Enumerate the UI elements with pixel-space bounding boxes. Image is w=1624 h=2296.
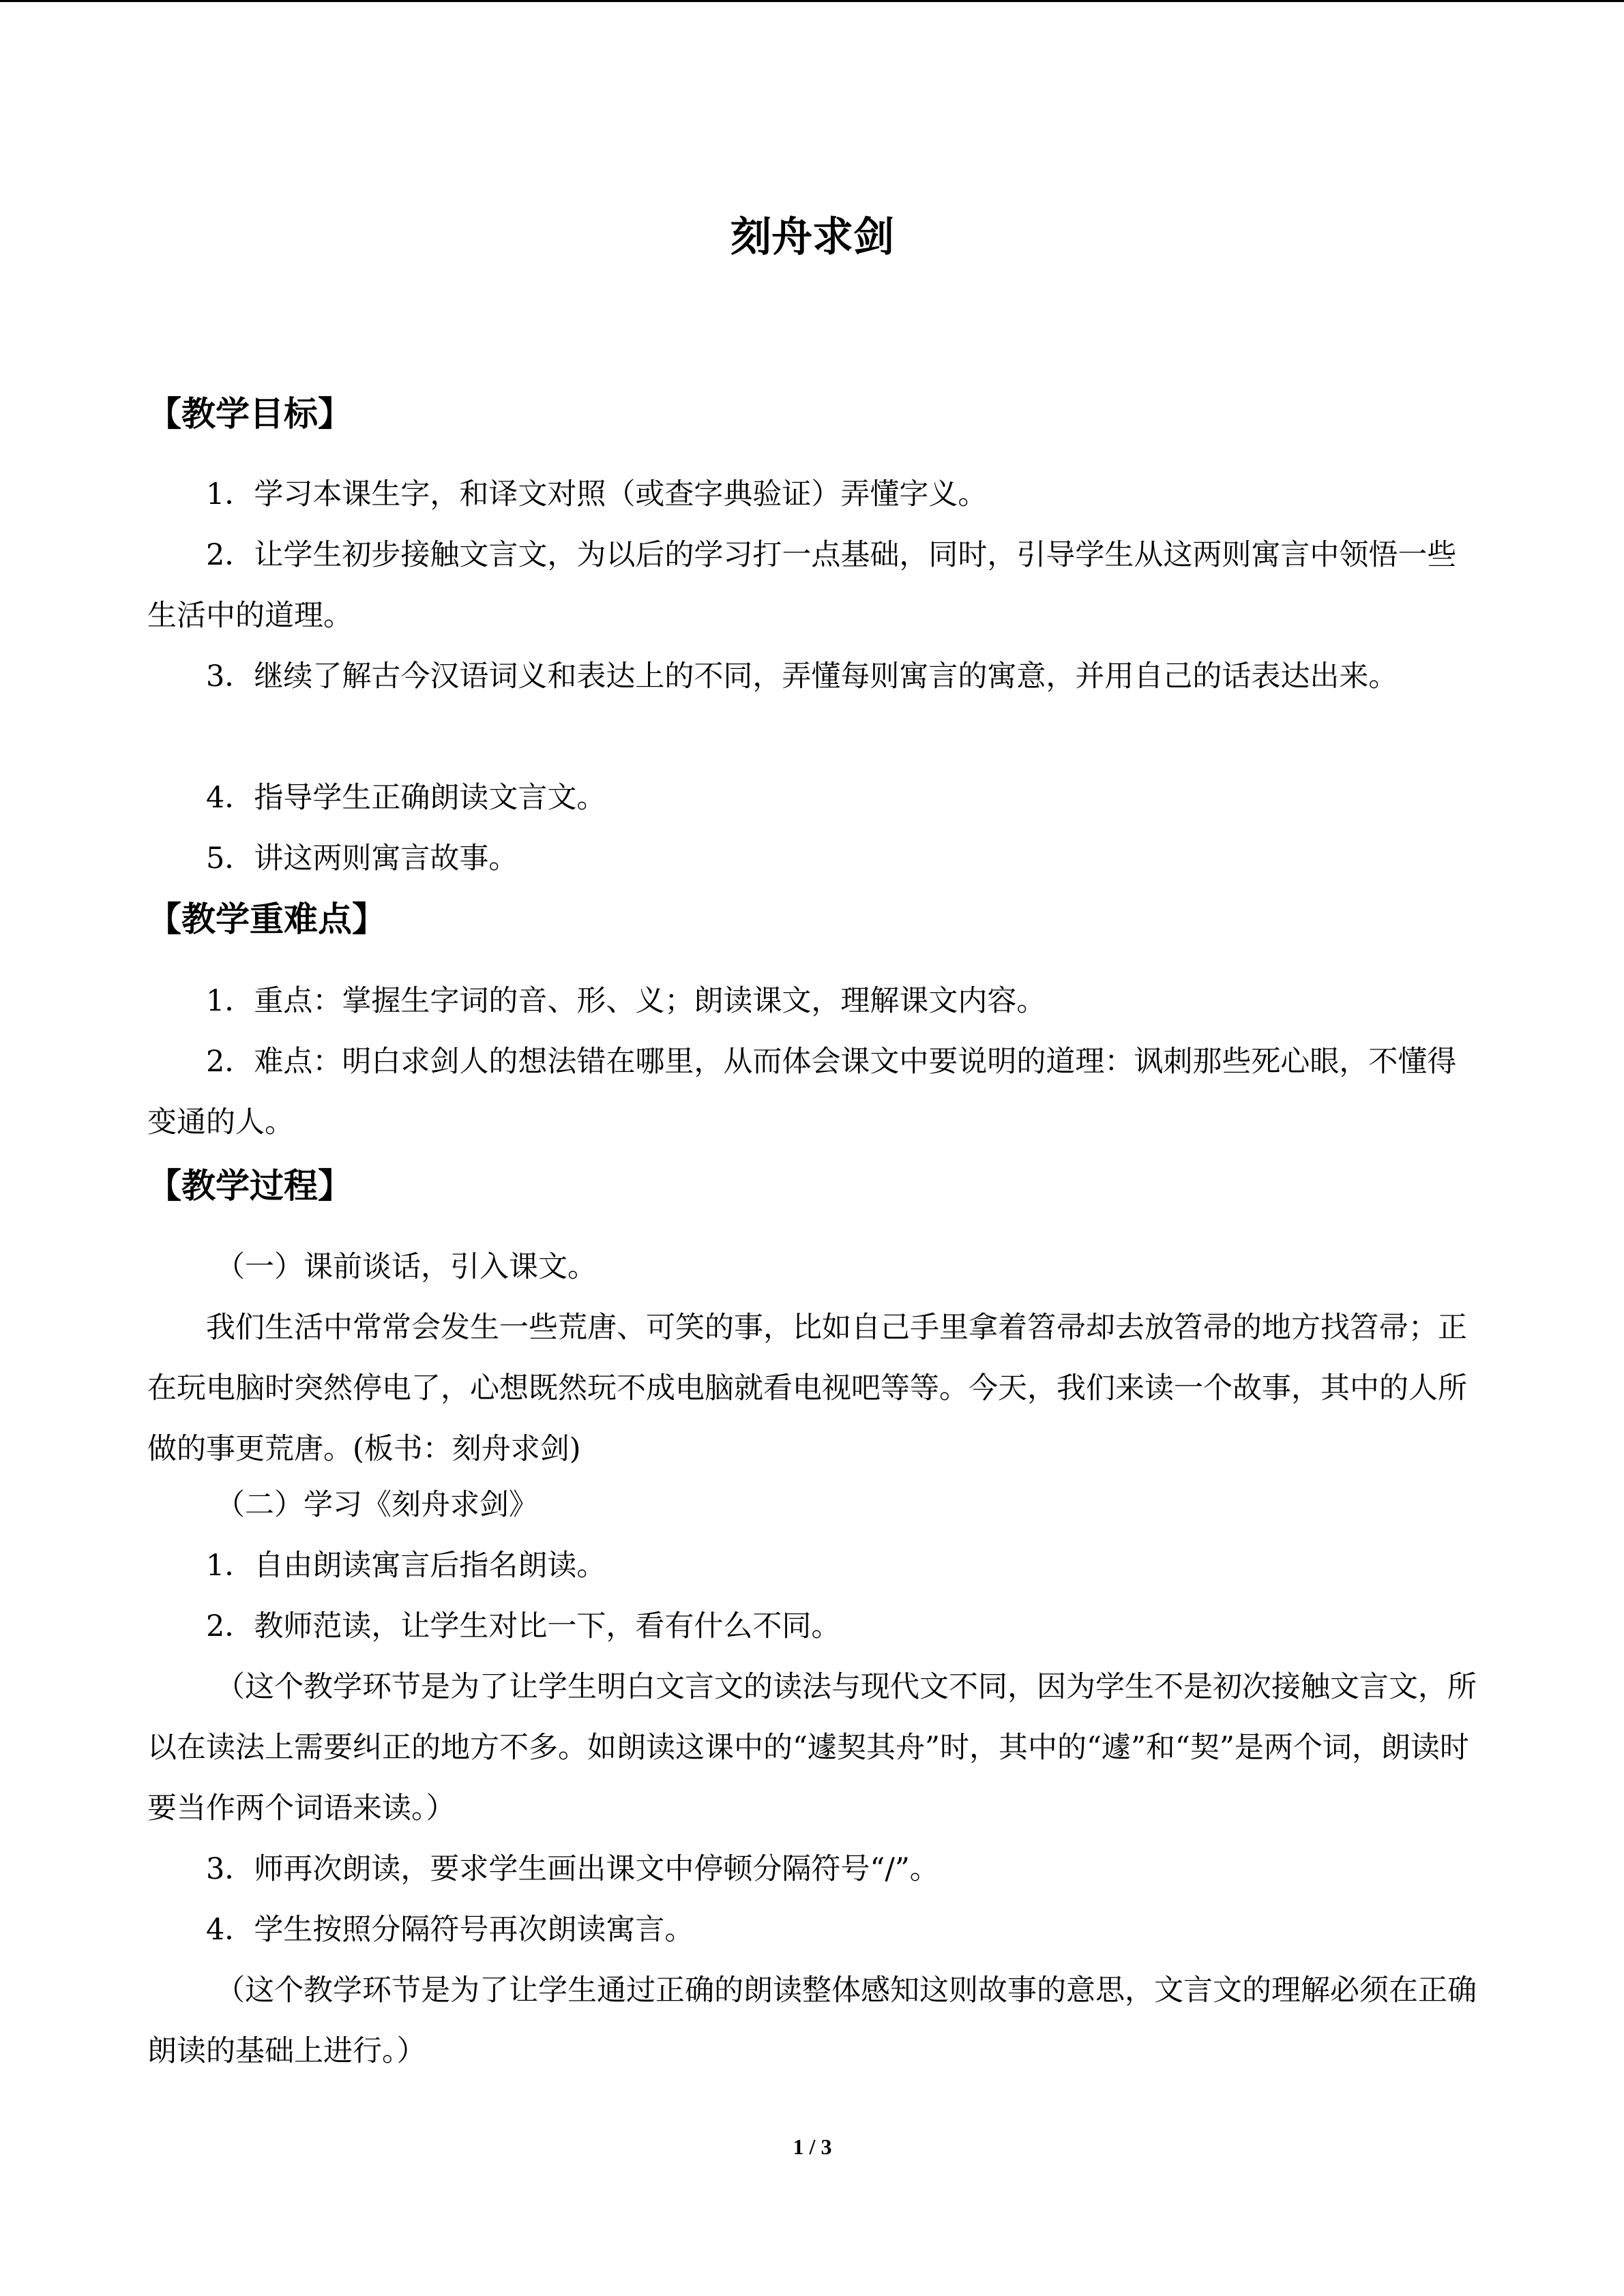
- top-border-line: [0, 0, 1624, 2]
- objective-item: 4．指导学生正确朗读文言文。: [206, 781, 606, 815]
- key-point-item: 1．重点：掌握生字词的音、形、义；朗读课文，理解课文内容。: [206, 984, 1046, 1018]
- page-number: 1 / 3: [793, 2134, 832, 2159]
- section-heading-process: 【教学过程】: [147, 1166, 352, 1206]
- process-item: 1．自由朗读寓言后指名朗读。: [206, 1549, 606, 1583]
- process-item: 3．师再次朗读，要求学生画出课文中停顿分隔符号“/”。: [206, 1852, 939, 1886]
- process-item: （这个教学环节是为了让学生明白文言文的读法与现代文不同，因为学生不是初次接触文言文，所以在读法上需要纠正的地方不多。如朗读这课中的“遽契其舟”时，其中的“遽”和“契”是两个词，朗读时要当作两个词语来读。）: [147, 1670, 1477, 1825]
- key-point-item: 2．难点：明白求剑人的想法错在哪里，从而体会课文中要说明的道理：讽刺那些死心眼，不懂得变通的人。: [147, 1045, 1457, 1139]
- section-heading-key-points: 【教学重难点】: [147, 899, 386, 939]
- process-item: （二）学习《刻舟求剑》: [216, 1488, 538, 1522]
- section-heading-objectives: 【教学目标】: [147, 394, 352, 434]
- process-item: （这个教学环节是为了让学生通过正确的朗读整体感知这则故事的意思，文言文的理解必须在正确朗读的基础上进行。）: [147, 1973, 1477, 2068]
- process-item: 我们生活中常常会发生一些荒唐、可笑的事，比如自己手里拿着笤帚却去放笤帚的地方找笤帚；正在玩电脑时突然停电了，心想既然玩不成电脑就看电视吧等等。今天，我们来读一个故事，其中的人所做的事更荒唐。(板书：刻舟求剑): [147, 1311, 1467, 1466]
- process-item: 4．学生按照分隔符号再次朗读寓言。: [206, 1913, 694, 1947]
- process-item: 2．教师范读，让学生对比一下，看有什么不同。: [206, 1609, 841, 1643]
- objective-item: 1．学习本课生字，和译文对照（或查字典验证）弄懂字义。: [206, 477, 988, 511]
- objective-item: 3．继续了解古今汉语词义和表达上的不同，弄懂每则寓言的寓意，并用自己的话表达出来。: [206, 659, 1398, 694]
- document-title: 刻舟求剑: [730, 213, 894, 261]
- process-item: （一）课前谈话，引入课文。: [216, 1250, 597, 1284]
- objective-item: 2．让学生初步接触文言文，为以后的学习打一点基础，同时，引导学生从这两则寓言中领悟一些生活中的道理。: [147, 538, 1457, 633]
- objective-item: 5．讲这两则寓言故事。: [206, 841, 518, 876]
